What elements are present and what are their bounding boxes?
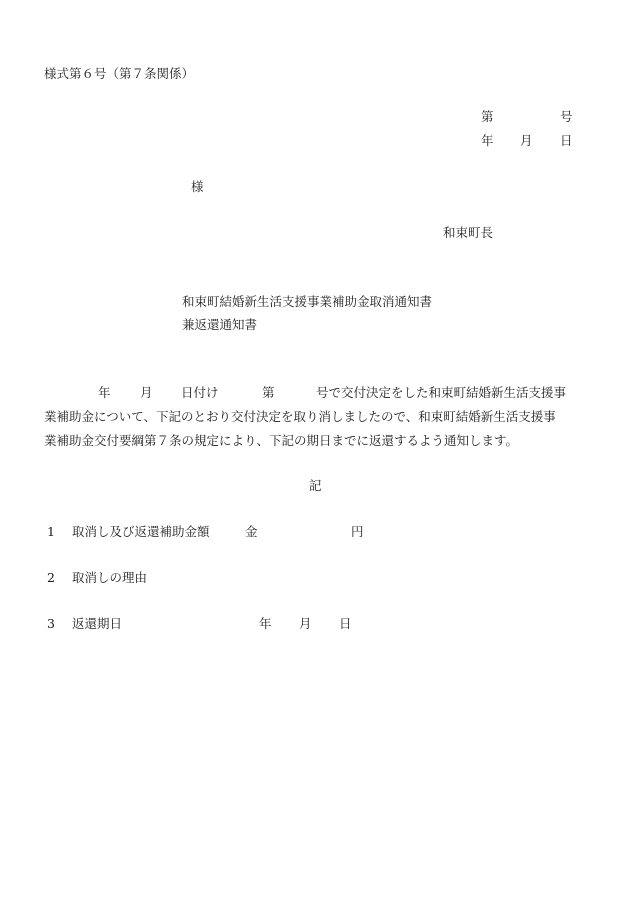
- item-3-label: 返還期日: [72, 616, 123, 631]
- para-dai: 第: [262, 385, 275, 400]
- item-3-nen: 年: [259, 616, 272, 631]
- para-line2: 業補助金について、下記のとおり交付決定を取り消しましたので、和束町結婚新生活支援事: [44, 409, 556, 424]
- item-1-number: 1: [47, 524, 55, 539]
- document-title-line1: 和束町結婚新生活支援事業補助金取消通知書: [182, 294, 433, 309]
- para-line1-rest: 号で交付決定をした和束町結婚新生活支援事: [316, 385, 567, 400]
- document-title-line2: 兼返還通知書: [182, 317, 258, 332]
- item-3-number: 3: [47, 616, 55, 631]
- item-2-label: 取消しの理由: [72, 570, 148, 585]
- para-nen: 年: [98, 385, 111, 400]
- item-1-kin: 金: [245, 524, 258, 539]
- para-tsuki: 月: [140, 385, 153, 400]
- para-line3: 業補助金交付要綱第７条の規定により、下記の期日までに返還するよう通知します。: [44, 433, 519, 448]
- item-3-tsuki: 月: [299, 616, 312, 631]
- para-hitsuke: 日付け: [181, 385, 219, 400]
- item-1-label: 取消し及び返還補助金額: [72, 524, 210, 539]
- item-2-number: 2: [47, 570, 55, 585]
- ref-go: 号: [560, 109, 573, 124]
- form-label: 様式第６号（第７条関係）: [44, 66, 195, 81]
- sender-name: 和束町長: [443, 225, 494, 240]
- ki-heading: 記: [309, 478, 322, 493]
- date-tsuki: 月: [520, 133, 533, 148]
- item-1-en: 円: [351, 524, 364, 539]
- ref-dai: 第: [481, 109, 494, 124]
- date-nen: 年: [481, 133, 494, 148]
- recipient-sama: 様: [191, 179, 204, 194]
- date-hi: 日: [560, 133, 573, 148]
- item-3-hi: 日: [339, 616, 352, 631]
